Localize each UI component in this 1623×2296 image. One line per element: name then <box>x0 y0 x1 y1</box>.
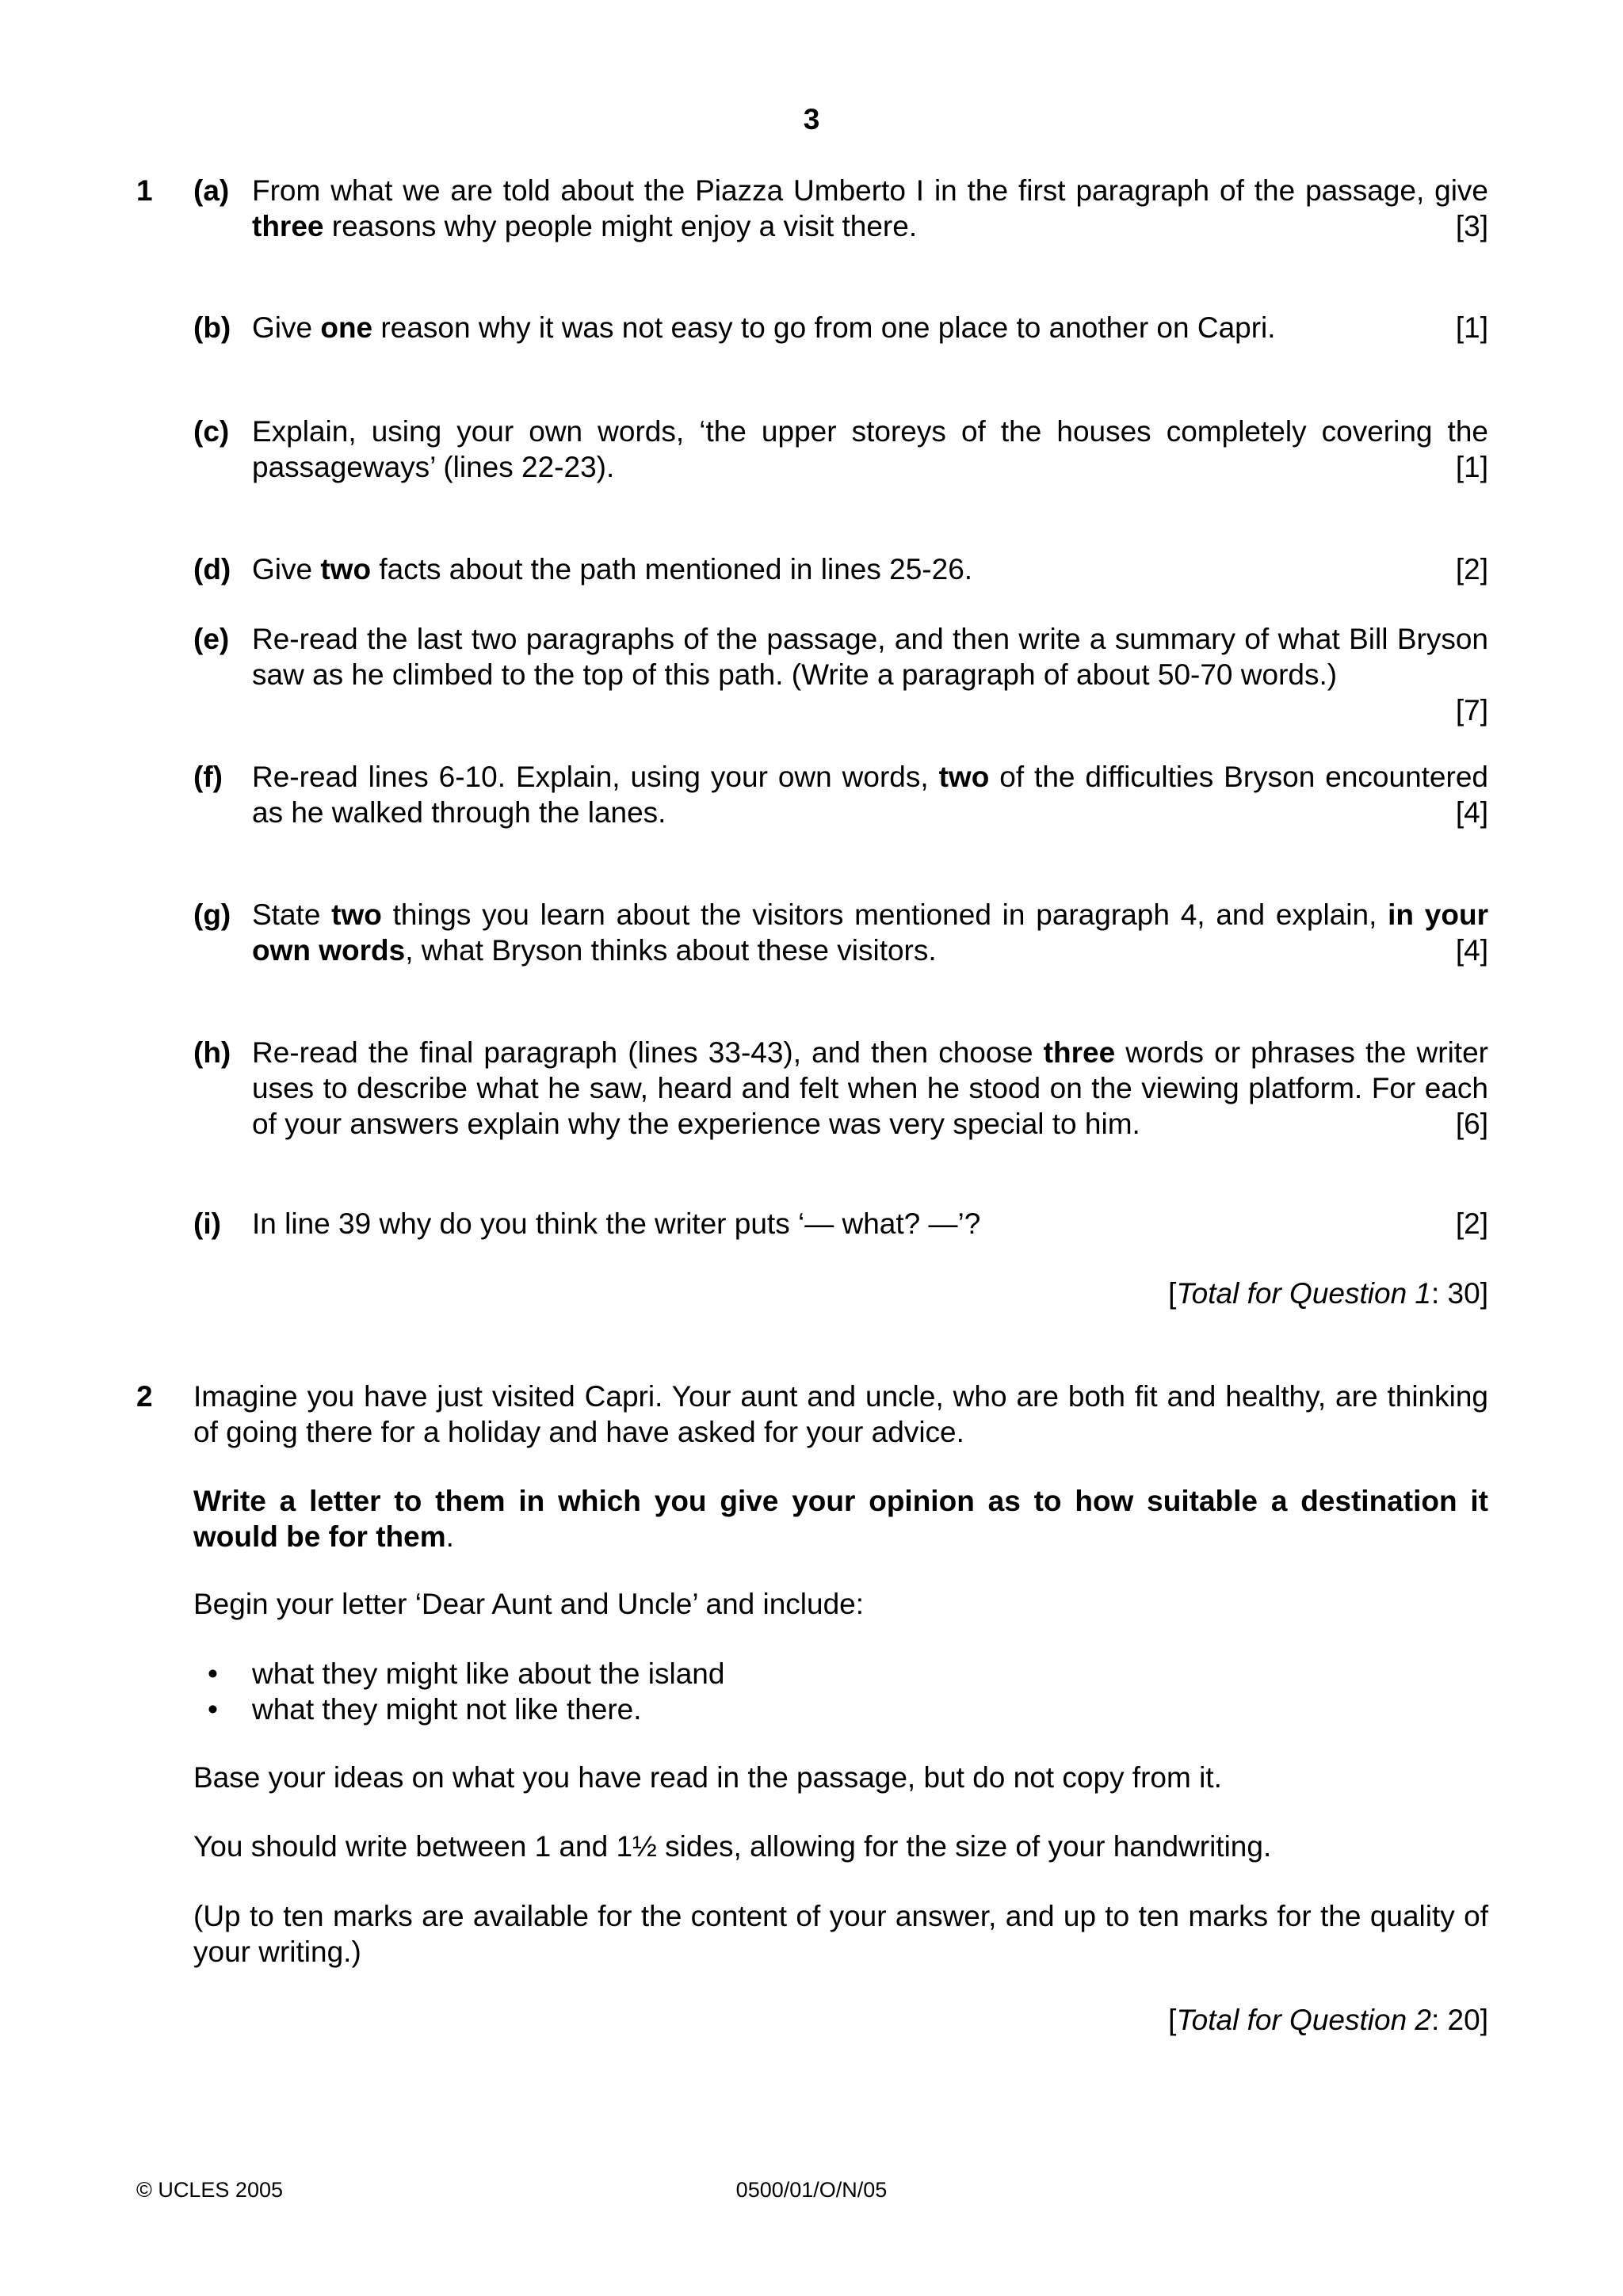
part-i-label: (i) <box>193 1207 221 1240</box>
part-c-mark: [1] <box>1455 451 1488 483</box>
bullet-2-marker: • <box>208 1693 218 1726</box>
footer-code: 0500/01/O/N/05 <box>735 2178 888 2202</box>
bullet-1-text: what they might like about the island <box>252 1657 725 1690</box>
part-g-text: State two things you learn about the visitors mentioned in paragraph 4, and explain, in your own words, what Bryson thinks about these visitors. <box>252 898 1488 967</box>
part-b-text: Give one reason why it was not easy to go from one place to another on Capri. <box>252 311 1276 344</box>
part-e-label: (e) <box>193 623 230 655</box>
question-2-marks-note: (Up to ten marks are available for the content of your answer, and up to ten marks for the quality of your writing.) <box>193 1900 1488 1968</box>
part-d-label: (d) <box>193 553 231 585</box>
part-h-label: (h) <box>193 1036 231 1069</box>
part-h-mark: [6] <box>1455 1108 1488 1140</box>
part-g-label: (g) <box>193 898 231 931</box>
question-2-length: You should write between 1 and 1½ sides, allowing for the size of your handwriting. <box>193 1830 1272 1863</box>
part-a-mark: [3] <box>1455 210 1488 242</box>
part-a-text: From what we are told about the Piazza Umberto I in the first paragraph of the passage, give three reasons why people might enjoy a visit there. <box>252 174 1488 242</box>
bullet-1-marker: • <box>208 1657 218 1690</box>
part-g-mark: [4] <box>1455 934 1488 967</box>
question-2-base: Base your ideas on what you have read in the passage, but do not copy from it. <box>193 1761 1222 1794</box>
part-f-text: Re-read lines 6-10. Explain, using your own words, two of the difficulties Bryson encountered as he walked through the lanes. <box>252 761 1488 829</box>
part-a-label: (a) <box>193 174 230 207</box>
part-c-label: (c) <box>193 415 230 448</box>
part-i-mark: [2] <box>1455 1207 1488 1240</box>
footer-copyright: © UCLES 2005 <box>136 2178 283 2202</box>
question-2-number: 2 <box>136 1380 153 1413</box>
question-2-task: Write a letter to them in which you give your opinion as to how suitable a destination it would be for them. <box>193 1485 1488 1553</box>
part-f-mark: [4] <box>1455 796 1488 829</box>
part-d-mark: [2] <box>1455 553 1488 585</box>
part-f-label: (f) <box>193 761 223 793</box>
question-1-number: 1 <box>136 174 153 207</box>
question-2-intro: Imagine you have just visited Capri. Your aunt and uncle, who are both fit and healthy, are thinking of going there for a holiday and have asked for your advice. <box>193 1380 1488 1448</box>
part-b-mark: [1] <box>1455 311 1488 344</box>
part-b-label: (b) <box>193 311 231 344</box>
part-d-text: Give two facts about the path mentioned in lines 25-26. <box>252 553 973 585</box>
part-e-mark: [7] <box>1455 694 1488 727</box>
part-e-text: Re-read the last two paragraphs of the passage, and then write a summary of what Bill Bryson saw as he climbed to the top of this path. (Write a paragraph of about 50-70 words.) <box>252 623 1488 691</box>
part-i-text: In line 39 why do you think the writer puts ‘— what? —’? <box>252 1207 981 1240</box>
part-c-text: Explain, using your own words, ‘the upper storeys of the houses completely covering the passageways’ (lines 22-23). <box>252 415 1488 483</box>
question-1-total: [Total for Question 1: 30] <box>1168 1277 1488 1310</box>
part-h-text: Re-read the final paragraph (lines 33-43), and then choose three words or phrases the writer uses to describe what he saw, heard and felt when he stood on the viewing platform. For each of your answers explain why the experience was very special to him. <box>252 1036 1488 1140</box>
question-2-begin: Begin your letter ‘Dear Aunt and Uncle’ and include: <box>193 1588 865 1620</box>
page-number: 3 <box>803 103 820 135</box>
question-2-total: [Total for Question 2: 20] <box>1168 2004 1488 2036</box>
bullet-2-text: what they might not like there. <box>252 1693 642 1726</box>
